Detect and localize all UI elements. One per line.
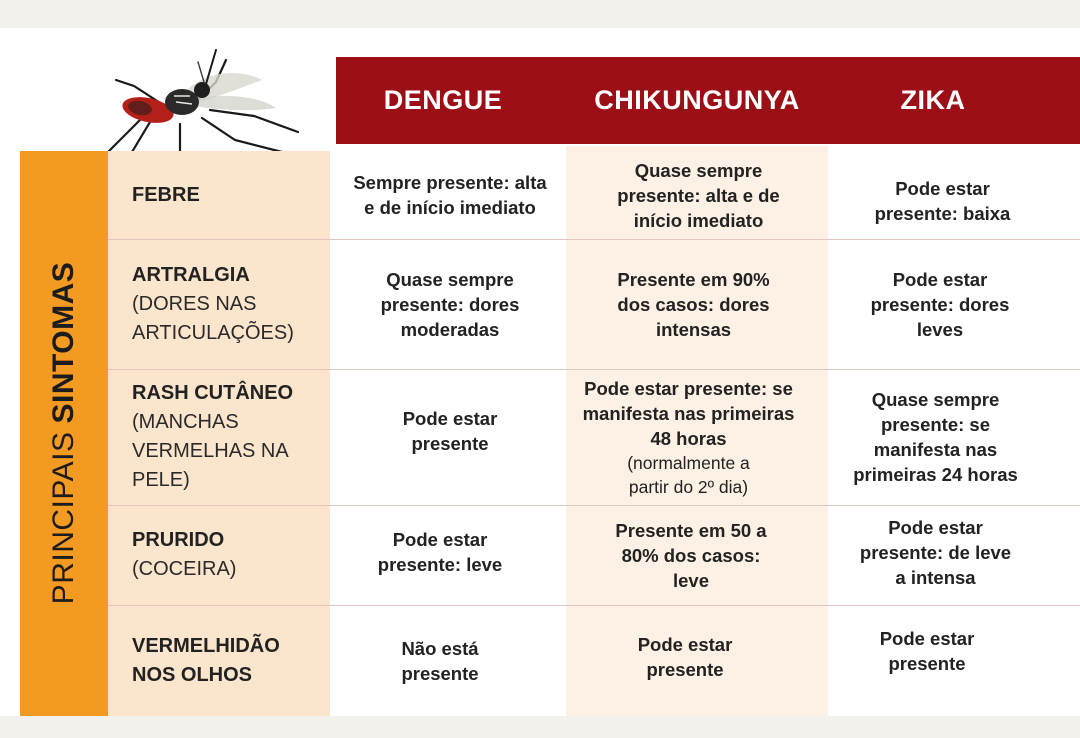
symptom-rash-cutaneo xyxy=(132,369,328,505)
cell-text: Pode estar presente xyxy=(637,634,733,680)
cell-text: Quase sempre presente: dores moderadas xyxy=(380,268,520,340)
cell-text: Pode estar presente: baixa xyxy=(874,178,1011,224)
cell-text: Quase sempre presente: se manifesta nas primeiras 24 horas xyxy=(853,389,1018,485)
cell-text: Pode estar presente: se manifesta nas primeiras 48 horas xyxy=(582,377,795,449)
cell-text: Pode estar presente: leve xyxy=(377,529,503,575)
cell-text: Pode estar presente: de leve a intensa xyxy=(859,516,1012,588)
column-header-dengue: DENGUE xyxy=(383,85,503,115)
symptom-name: RASH CUTÂNEO xyxy=(132,382,294,404)
cell-dengue-rash xyxy=(370,369,530,493)
symptom-artralgia xyxy=(132,239,328,369)
symptom-name: PRURIDO xyxy=(132,529,225,551)
cell-zika-febre xyxy=(860,151,1025,251)
side-label xyxy=(34,223,94,643)
cell-chikungunya-artralgia xyxy=(606,239,781,369)
cell-text: Quase sempre presente: alta e de início imediato xyxy=(617,159,780,231)
cell-chikungunya-prurido xyxy=(606,505,776,605)
cell-dengue-prurido xyxy=(365,505,515,599)
symptom-name: VERMELHIDÃO NOS OLHOS xyxy=(132,634,280,686)
cell-chikungunya-rash xyxy=(576,369,801,505)
cell-zika-vermelhidao xyxy=(862,605,992,697)
cell-text: Presente em 50 a 80% dos casos: leve xyxy=(615,519,767,591)
cell-text: Pode estar presente xyxy=(402,408,498,454)
side-label-light: PRINCIPAIS xyxy=(47,431,80,605)
cell-text: Não está presente xyxy=(401,637,479,684)
cell-zika-prurido xyxy=(858,505,1013,599)
symptom-vermelhidao xyxy=(132,605,328,716)
cell-text: Sempre presente: alta e de início imediato xyxy=(353,172,547,218)
cell-dengue-vermelhidao xyxy=(380,605,500,716)
symptom-febre xyxy=(132,151,328,239)
column-header-zika: ZIKA xyxy=(900,85,966,115)
cell-zika-artralgia xyxy=(865,239,1015,369)
symptom-prurido xyxy=(132,505,328,605)
cell-text: Presente em 90% dos casos: dores intensas xyxy=(617,268,770,340)
cell-note: (normalmente a partir do 2º dia) xyxy=(627,452,750,497)
cell-dengue-artralgia xyxy=(350,239,550,369)
symptom-description: (DORES NAS ARTICULAÇÕES) xyxy=(132,292,294,344)
cell-text: Pode estar presente: dores leves xyxy=(870,268,1010,340)
symptom-description: (COCEIRA) xyxy=(132,558,237,580)
symptom-description: (MANCHAS VERMELHAS NA PELE) xyxy=(132,411,288,491)
cell-dengue-febre xyxy=(350,151,550,239)
side-label-strong: SINTOMAS xyxy=(47,261,80,424)
cell-chikungunya-vermelhidao xyxy=(620,605,750,709)
column-header-chikungunya: CHIKUNGUNYA xyxy=(594,85,800,115)
cell-text: Pode estar presente xyxy=(879,628,975,674)
symptom-name: ARTRALGIA xyxy=(132,263,250,286)
cell-zika-rash xyxy=(838,369,1033,505)
cell-chikungunya-febre xyxy=(596,151,801,239)
symptom-name: FEBRE xyxy=(132,183,200,206)
